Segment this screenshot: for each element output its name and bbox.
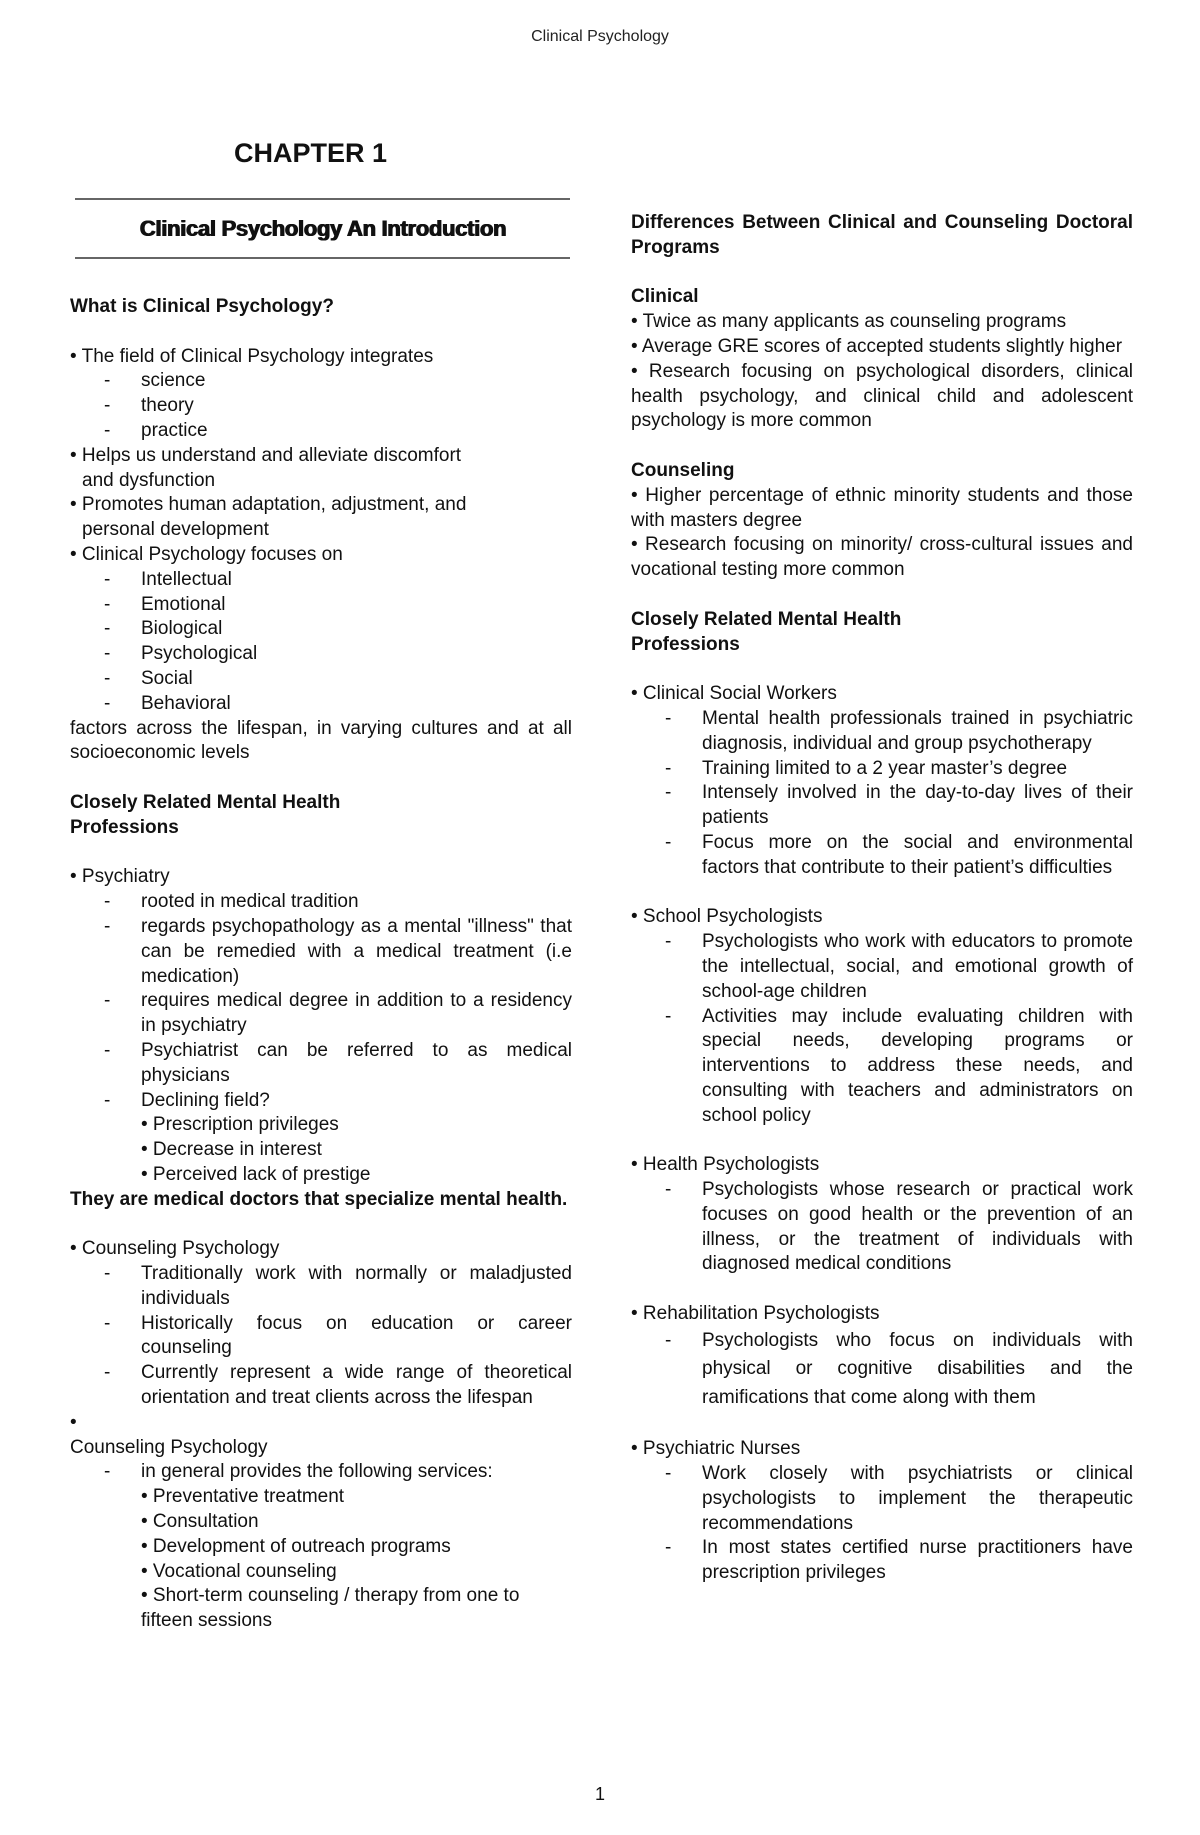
list-item: - Declining field?: [70, 1089, 572, 1114]
bullet-helps: • Helps us understand and alleviate discomfort: [70, 444, 462, 466]
left-column: [70, 295, 572, 1634]
bullet-promotes: • Promotes human adaptation, adjustment, and: [70, 494, 467, 516]
bullet-helps-cont: and dysfunction: [82, 469, 216, 491]
list-item: - Historically focus on education or career counseling: [70, 1312, 572, 1362]
counseling-item: • Higher percentage of ethnic minority students and those with masters degree: [631, 484, 1133, 531]
heading-what-is: What is Clinical Psychology?: [70, 296, 334, 317]
list-item: - Psychologists whose research or practical work focuses on good health or the prevention of an illness, or the treatment of individuals with diagnosed medical conditions: [631, 1178, 1133, 1277]
heading-closely: Closely Related Mental Health: [631, 608, 902, 630]
sub-item: • Vocational counseling: [141, 1560, 337, 1582]
counseling-item: • Research focusing on minority/ cross-cultural issues and vocational testing more common: [631, 534, 1133, 581]
list-item: - Behavioral: [70, 692, 572, 717]
list-item: - Focus more on the social and environmental factors that contribute to their patient’s difficulties: [631, 831, 1133, 881]
list-item: - theory: [70, 394, 572, 419]
list-item: - In most states certified nurse practitioners have prescription privileges: [631, 1536, 1133, 1586]
bullet-field: • The field of Clinical Psychology integrates: [70, 345, 434, 367]
list-item: - requires medical degree in addition to a residency in psychiatry: [70, 989, 572, 1039]
list-item: - Intellectual: [70, 568, 572, 593]
list-item: - Activities may include evaluating children with special needs, developing programs or interventions to address these needs, and consulting with teachers and administrators on school policy: [631, 1005, 1133, 1129]
list-item: - Work closely with psychiatrists or clinical psychologists to implement the therapeutic recommendations: [631, 1462, 1133, 1536]
list-item: - Traditionally work with normally or maladjusted individuals: [70, 1262, 572, 1312]
bullet-rehab: • Rehabilitation Psychologists: [631, 1303, 880, 1325]
heading-closely: Closely Related Mental Health: [70, 791, 341, 813]
list-item: - Biological: [70, 617, 572, 642]
list-item: - Emotional: [70, 593, 572, 618]
bullet-promotes-cont: personal development: [82, 519, 269, 541]
heading-closely-cont: Professions: [631, 633, 740, 655]
lone-bullet: •: [70, 1411, 77, 1433]
bullet-psychiatry: • Psychiatry: [70, 866, 170, 888]
clinical-item: • Research focusing on psychological disorders, clinical health psychology, and clinical child and adolescent psychology is more common: [631, 360, 1133, 432]
list-item: - Currently represent a wide range of theoretical orientation and treat clients across the lifespan: [70, 1361, 572, 1411]
page-header: Clinical Psychology: [531, 28, 669, 45]
psychiatrists-summary: They are medical doctors that specialize mental health.: [70, 1188, 568, 1210]
list-item: - Social: [70, 667, 572, 692]
sub-item: • Perceived lack of prestige: [141, 1163, 371, 1185]
bullet-school: • School Psychologists: [631, 906, 823, 928]
sub-item: • Preventative treatment: [141, 1486, 345, 1508]
right-column: [631, 211, 1133, 1586]
chapter-heading: CHAPTER 1: [234, 138, 388, 168]
factors-text: factors across the lifespan, in varying cultures and at all socioeconomic levels: [70, 717, 572, 764]
heading-counseling: Counseling: [631, 459, 735, 481]
list-item: - in general provides the following services:: [70, 1460, 572, 1485]
list-item: - Psychologists who focus on individuals with physical or cognitive disabilities and the ramifications that come along with them: [631, 1327, 1133, 1413]
list-item: - practice: [70, 419, 572, 444]
sub-item: • Prescription privileges: [141, 1114, 339, 1136]
sub-item: • Development of outreach programs: [141, 1535, 451, 1557]
bullet-counseling: • Counseling Psychology: [70, 1238, 280, 1260]
bullet-nurses: • Psychiatric Nurses: [631, 1438, 801, 1460]
chapter-title: Clinical Psychology An Introduction: [139, 215, 506, 241]
list-item: - Training limited to a 2 year master’s degree: [631, 757, 1133, 782]
bullet-health: • Health Psychologists: [631, 1154, 820, 1176]
chapter-title-box: [75, 198, 570, 259]
heading-differences: Differences Between Clinical and Counseling Doctoral Programs: [631, 212, 1133, 258]
list-item: - Intensely involved in the day-to-day lives of their patients: [631, 781, 1133, 831]
list-item: - Psychological: [70, 642, 572, 667]
list-item: - Psychiatrist can be referred to as medical physicians: [70, 1039, 572, 1089]
counseling-label: Counseling Psychology: [70, 1436, 268, 1458]
sub-item: • Consultation: [141, 1511, 259, 1533]
sub-item: • Short-term counseling / therapy from one to fifteen sessions: [141, 1585, 520, 1632]
heading-clinical: Clinical: [631, 286, 699, 308]
list-item: - Psychologists who work with educators to promote the intellectual, social, and emotional growth of school-age children: [631, 930, 1133, 1004]
list-item: - science: [70, 369, 572, 394]
clinical-item: • Average GRE scores of accepted students slightly higher: [631, 335, 1123, 357]
list-item: - Mental health professionals trained in psychiatric diagnosis, individual and group psychotherapy: [631, 707, 1133, 757]
list-item: - regards psychopathology as a mental "illness" that can be remedied with a medical treatment (i.e medication): [70, 915, 572, 989]
bullet-focuses: • Clinical Psychology focuses on: [70, 543, 343, 565]
page-number: 1: [594, 1784, 605, 1804]
bullet-social-workers: • Clinical Social Workers: [631, 683, 837, 705]
heading-closely-cont: Professions: [70, 816, 179, 838]
list-item: - rooted in medical tradition: [70, 890, 572, 915]
sub-item: • Decrease in interest: [141, 1139, 322, 1161]
clinical-item: • Twice as many applicants as counseling programs: [631, 311, 1067, 333]
